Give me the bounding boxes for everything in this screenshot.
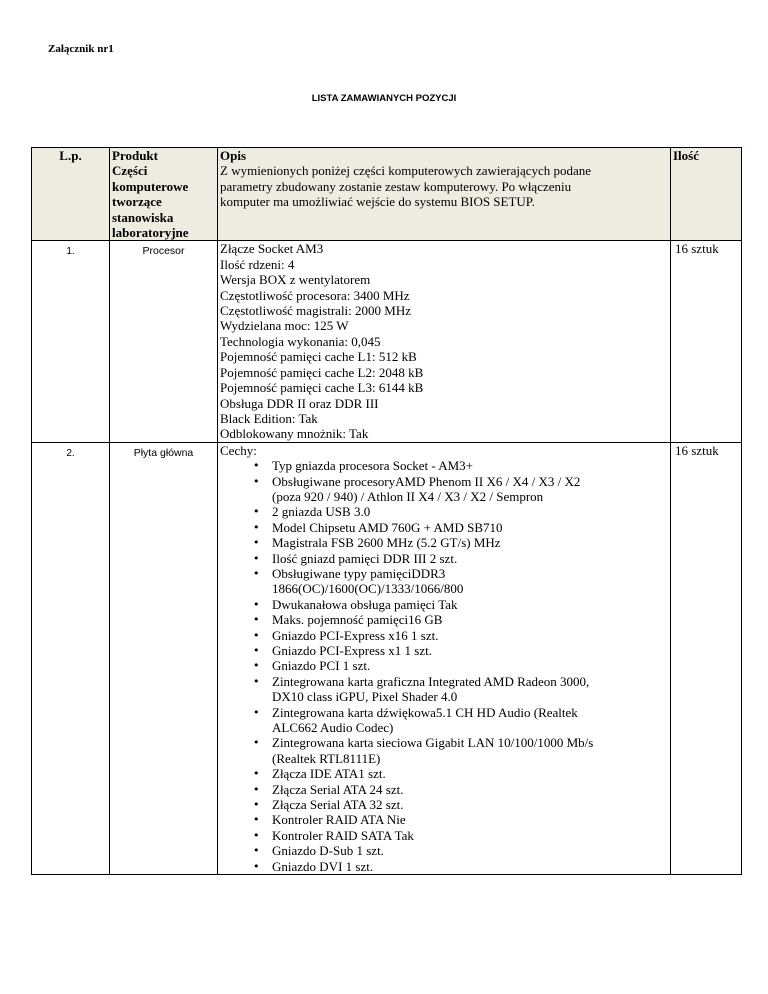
list-item-line: ALC662 Audio Codec) xyxy=(272,720,394,736)
description-line: Częstotliwość magistrali: 2000 MHz xyxy=(220,303,412,319)
header-product-line: laboratoryjne xyxy=(112,225,189,241)
description-line: Pojemność pamięci cache L2: 2048 kB xyxy=(220,364,424,380)
list-item xyxy=(272,828,668,843)
row-quantity: 16 sztuk xyxy=(671,442,742,874)
list-item-line: • Zintegrowana karta sieciowa Gigabit LAN 10/100/1000 Mb/s xyxy=(272,735,594,751)
list-item-line: • Złącza Serial ATA 32 szt. xyxy=(272,797,404,813)
list-item-line: • Ilość gniazd pamięci DDR III 2 szt. xyxy=(272,550,458,566)
row-product: Płyta główna xyxy=(110,442,218,874)
list-item xyxy=(272,643,668,658)
list-item-line: • 2 gniazda USB 3.0 xyxy=(272,504,371,520)
list-item-line: • Maks. pojemność pamięci16 GB xyxy=(272,612,443,628)
list-item-line: • Złącza Serial ATA 24 szt. xyxy=(272,781,404,797)
header-description xyxy=(218,148,671,241)
description-line: Odblokowany mnożnik: Tak xyxy=(220,426,369,442)
list-item xyxy=(272,474,668,505)
feature-list xyxy=(220,458,668,874)
list-item xyxy=(272,535,668,550)
description-line: Złącze Socket AM3 xyxy=(220,241,324,257)
list-item-line: • Obsługiwane procesoryAMD Phenom II X6 / X4 / X3 / X2 xyxy=(272,473,581,489)
description-line: Wydzielana moc: 125 W xyxy=(220,318,349,334)
list-item-line: (poza 920 / 940) / Athlon II X4 / X3 / X2 / Sempron xyxy=(272,488,544,504)
description-intro: Cechy: xyxy=(220,442,257,458)
list-item xyxy=(272,504,668,519)
list-item xyxy=(272,859,668,874)
header-lp: L.p. xyxy=(32,148,110,241)
list-item xyxy=(272,797,668,812)
row-quantity: 16 sztuk xyxy=(671,241,742,442)
list-item xyxy=(272,612,668,627)
description-line: Ilość rdzeni: 4 xyxy=(220,256,295,272)
list-item-line: • Dwukanałowa obsługa pamięci Tak xyxy=(272,596,458,612)
document-title: LISTA ZAMAWIANYCH POZYCJI xyxy=(311,93,457,104)
header-product-line: Produkt xyxy=(112,148,158,163)
header-description-line: Opis xyxy=(220,148,247,163)
order-items-table xyxy=(31,147,742,875)
description-line: Pojemność pamięci cache L1: 512 kB xyxy=(220,349,417,365)
list-item-line: • Kontroler RAID SATA Tak xyxy=(272,827,414,843)
header-product-line: tworzące xyxy=(112,194,162,210)
list-item xyxy=(272,782,668,797)
list-item-line: • Magistrala FSB 2600 MHz (5.2 GT/s) MHz xyxy=(272,535,501,551)
list-item xyxy=(272,551,668,566)
list-item-line: • Zintegrowana karta graficzna Integrated AMD Radeon 3000, xyxy=(272,673,590,689)
row-lp: 1. xyxy=(32,241,110,442)
description-line: Wersja BOX z wentylatorem xyxy=(220,272,371,288)
description-line: Technologia wykonania: 0,045 xyxy=(220,333,381,349)
attachment-label: Załącznik nr1 xyxy=(48,43,114,55)
header-product-line: komputerowe xyxy=(112,178,189,194)
list-item xyxy=(272,843,668,858)
header-description-line: parametry zbudowany zostanie zestaw komputerowy. Po włączeniu xyxy=(220,178,572,194)
header-quantity: Ilość xyxy=(671,148,742,241)
list-item-line: DX10 class iGPU, Pixel Shader 4.0 xyxy=(272,689,458,705)
row-lp: 2. xyxy=(32,442,110,874)
list-item xyxy=(272,628,668,643)
list-item-line: • Zintegrowana karta dźwiękowa5.1 CH HD Audio (Realtek xyxy=(272,704,578,720)
header-description-line: Z wymienionych poniżej części komputerowych zawierających podane xyxy=(220,163,592,179)
table-row xyxy=(32,241,742,442)
list-item xyxy=(272,735,668,766)
list-item-line: • Obsługiwane typy pamięciDDR3 xyxy=(272,565,446,581)
description-line: Black Edition: Tak xyxy=(220,410,318,426)
list-item xyxy=(272,597,668,612)
description-line: Obsługa DDR II oraz DDR III xyxy=(220,395,379,411)
list-item xyxy=(272,566,668,597)
header-product-line: Części xyxy=(112,163,148,179)
list-item-line: • Gniazdo D-Sub 1 szt. xyxy=(272,843,384,859)
table-header-row xyxy=(32,148,742,241)
list-item-line: • Gniazdo DVI 1 szt. xyxy=(272,858,374,874)
list-item xyxy=(272,520,668,535)
list-item-line: • Gniazdo PCI-Express x16 1 szt. xyxy=(272,627,439,643)
list-item-line: • Złącza IDE ATA1 szt. xyxy=(272,766,386,782)
row-description xyxy=(218,241,671,442)
header-product-line: stanowiska xyxy=(112,209,174,225)
header-description-line: komputer ma umożliwiać wejście do systemu BIOS SETUP. xyxy=(220,194,535,210)
list-item-line: • Gniazdo PCI-Express x1 1 szt. xyxy=(272,643,432,658)
description-line: Częstotliwość procesora: 3400 MHz xyxy=(220,287,410,303)
table-row xyxy=(32,442,742,874)
list-item-line: • Typ gniazda procesora Socket - AM3+ xyxy=(272,458,474,474)
list-item xyxy=(272,705,668,736)
list-item-line: • Gniazdo PCI 1 szt. xyxy=(272,658,371,674)
list-item-line: (Realtek RTL8111E) xyxy=(272,750,381,766)
list-item xyxy=(272,766,668,781)
list-item xyxy=(272,658,668,673)
list-item-line: 1866(OC)/1600(OC)/1333/1066/800 xyxy=(272,581,464,597)
description-line: Pojemność pamięci cache L3: 6144 kB xyxy=(220,380,424,396)
header-product xyxy=(110,148,218,241)
list-item xyxy=(272,458,668,473)
row-product: Procesor xyxy=(110,241,218,442)
list-item xyxy=(272,674,668,705)
list-item-line: • Kontroler RAID ATA Nie xyxy=(272,812,406,828)
list-item-line: • Model Chipsetu AMD 760G + AMD SB710 xyxy=(272,519,503,535)
list-item xyxy=(272,812,668,827)
row-description xyxy=(218,442,671,874)
